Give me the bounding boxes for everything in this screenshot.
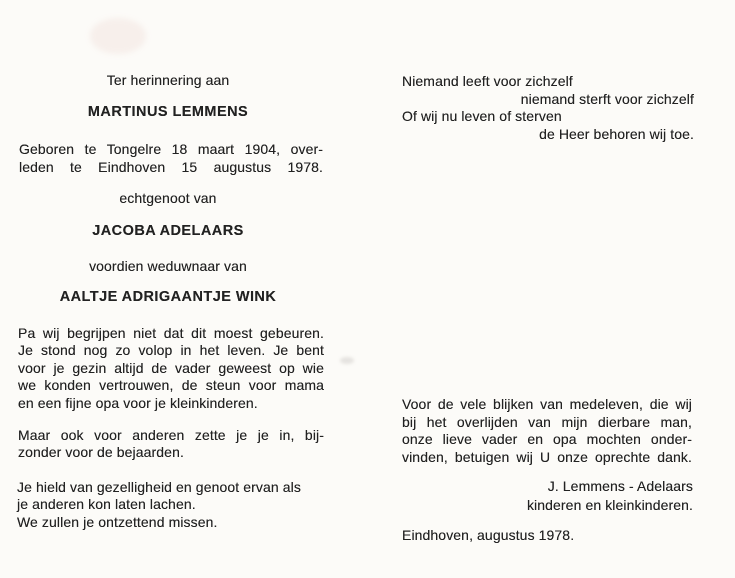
text-line: We zullen je ontzettend missen.	[17, 513, 218, 530]
text-line: Pa wij begrijpen niet dat dit moest gebeuren.	[18, 325, 324, 341]
text-line: niemand sterft voor zichzelf	[520, 90, 694, 107]
deceased-name: MARTINUS LEMMENS	[87, 104, 249, 120]
text-line: leden te Eindhoven 15 augustus 1978.	[19, 158, 323, 175]
first-wife-name: AALTJE ADRIGAANTJE WINK	[59, 289, 277, 305]
text-line: Voor de vele blijken van medeleven, die wij	[402, 396, 692, 412]
thanks-paragraph	[402, 396, 692, 466]
text-line: voor je gezin altijd de vader geweest op wie	[18, 359, 324, 376]
text-line: en een fijne opa voor je kleinkinderen.	[18, 394, 258, 411]
text-line: kinderen en kleinkinderen.	[526, 497, 693, 513]
tribute-paragraph-2	[18, 427, 324, 462]
scan-speck	[340, 357, 354, 364]
spouse-name: JACOBA ADELAARS	[92, 223, 244, 239]
text-line: je anderen kon laten lachen.	[17, 496, 196, 513]
text-line: we konden vertrouwen, de steun voor mama	[18, 377, 324, 394]
scan-smudge	[90, 18, 146, 54]
text-line: Je stond nog zo volop in het leven. Je bent	[18, 342, 324, 359]
widower-intro: voordien weduwnaar van	[89, 258, 247, 274]
text-line: Je hield van gezelligheid en genoot ervan als	[17, 479, 301, 495]
text-line: onze lieve vader en opa mochten onder-	[402, 431, 692, 448]
signature-block	[402, 477, 693, 515]
spouse-intro: echtgenoot van	[119, 190, 217, 206]
memorial-intro: Ter herinnering aan	[106, 72, 230, 88]
text-line: Geboren te Tongelre 18 maart 1904, over-	[19, 141, 323, 157]
text-line: bij het overlijden van mijn dierbare man,	[402, 413, 692, 430]
closing-place-date: Eindhoven, augustus 1978.	[402, 527, 575, 543]
text-line: Maar ook voor anderen zette je je in, bij-	[18, 427, 324, 443]
text-line: de Heer behoren wij toe.	[539, 125, 694, 142]
tribute-paragraph-1	[18, 325, 324, 412]
text-line: vinden, betuigen wij U onze oprechte dank.	[402, 448, 692, 465]
life-dates	[19, 141, 323, 176]
tribute-paragraph-3	[17, 479, 323, 531]
text-line: Of wij nu leven of sterven	[402, 108, 562, 124]
memorial-verse	[402, 73, 694, 143]
text-line: Niemand leeft voor zichzelf	[402, 73, 573, 89]
text-line: J. Lemmens - Adelaars	[547, 478, 693, 494]
text-line: zonder voor de bejaarden.	[18, 444, 184, 461]
